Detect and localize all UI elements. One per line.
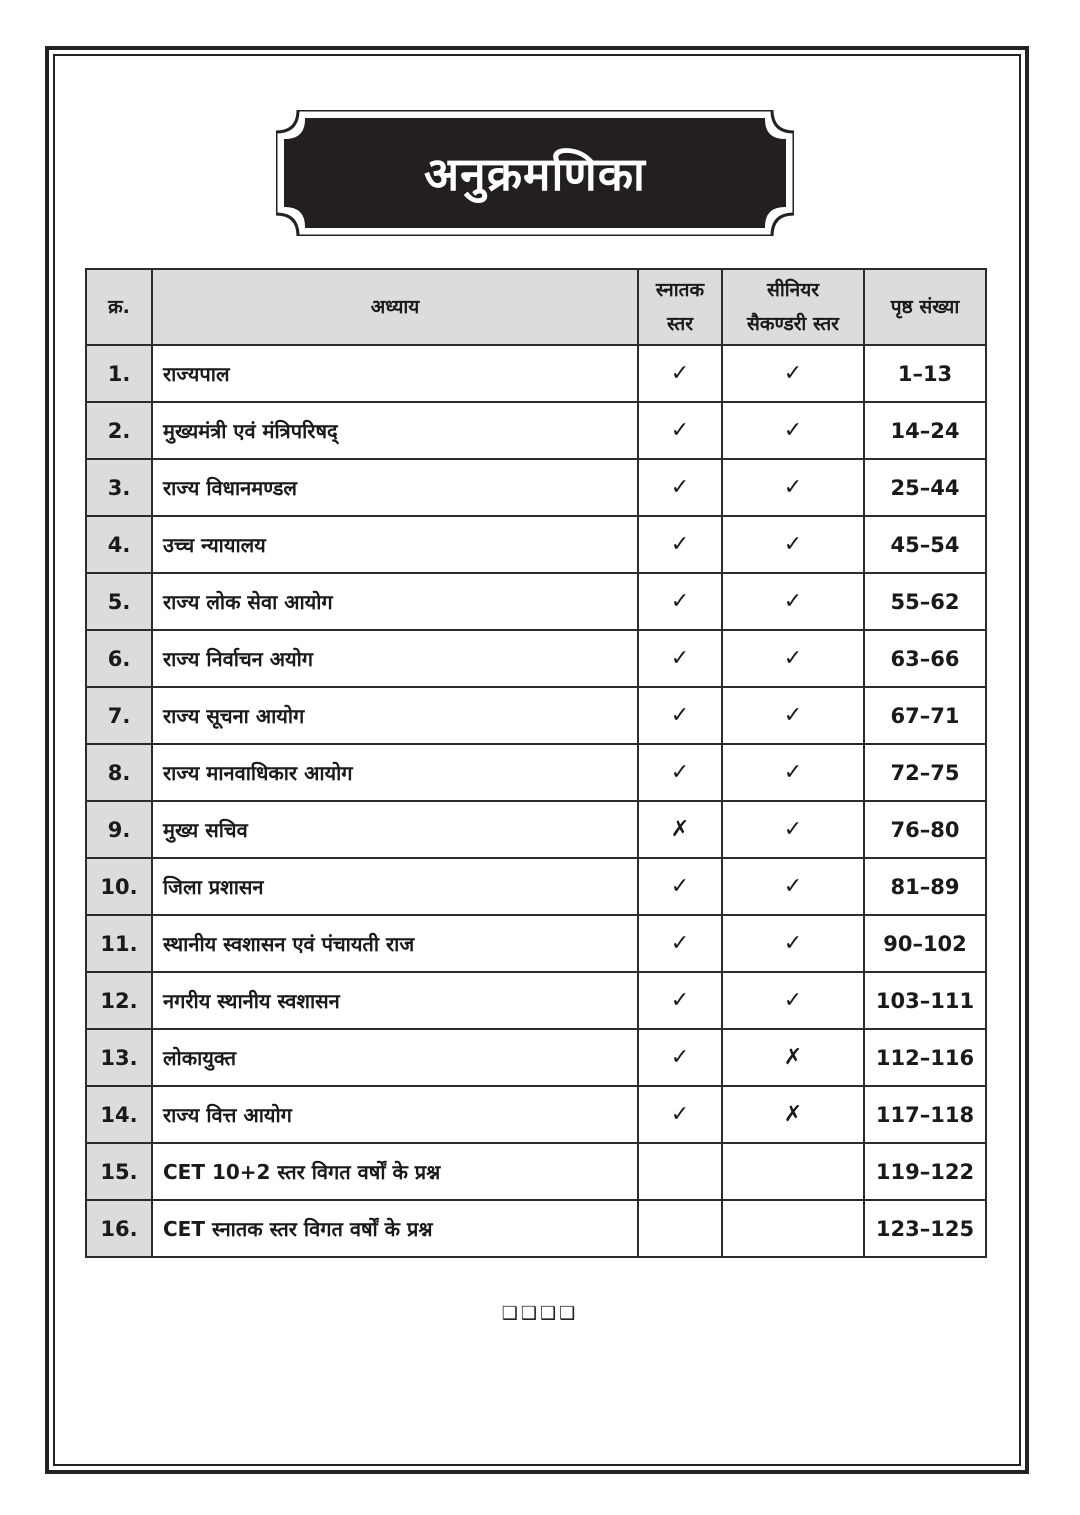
chapter-title: CET स्नातक स्तर विगत वर्षों के प्रश्न — [152, 1200, 638, 1257]
page-range: 55–62 — [864, 573, 986, 630]
header-graduate-line1: स्नातक — [655, 279, 705, 301]
row-number: 8. — [86, 744, 152, 801]
row-number: 10. — [86, 858, 152, 915]
row-number: 11. — [86, 915, 152, 972]
graduate-mark: ✓ — [638, 573, 722, 630]
page-range: 90–102 — [864, 915, 986, 972]
page-range: 1–13 — [864, 345, 986, 402]
table-row — [86, 1029, 986, 1086]
table-row — [86, 573, 986, 630]
graduate-mark: ✓ — [638, 1086, 722, 1143]
page-range: 103–111 — [864, 972, 986, 1029]
row-number: 12. — [86, 972, 152, 1029]
senior-mark: ✓ — [722, 972, 864, 1029]
row-number: 4. — [86, 516, 152, 573]
table-row — [86, 345, 986, 402]
page-range: 123–125 — [864, 1200, 986, 1257]
chapter-title: राज्यपाल — [152, 345, 638, 402]
row-number: 14. — [86, 1086, 152, 1143]
senior-mark: ✓ — [722, 801, 864, 858]
chapter-title: नगरीय स्थानीय स्वशासन — [152, 972, 638, 1029]
table-row — [86, 1200, 986, 1257]
table-row — [86, 858, 986, 915]
senior-mark: ✓ — [722, 744, 864, 801]
table-row — [86, 915, 986, 972]
page-range: 67–71 — [864, 687, 986, 744]
graduate-mark: ✓ — [638, 972, 722, 1029]
chapter-title: CET 10+2 स्तर विगत वर्षों के प्रश्न — [152, 1143, 638, 1200]
chapter-title: उच्च न्यायालय — [152, 516, 638, 573]
table-row — [86, 1086, 986, 1143]
table-row — [86, 1143, 986, 1200]
row-number: 6. — [86, 630, 152, 687]
table-row — [86, 630, 986, 687]
row-number: 9. — [86, 801, 152, 858]
header-senior-line2: सैकण्डरी स्तर — [747, 313, 839, 335]
chapter-title: जिला प्रशासन — [152, 858, 638, 915]
senior-mark — [722, 1143, 864, 1200]
graduate-mark: ✓ — [638, 345, 722, 402]
row-number: 1. — [86, 345, 152, 402]
graduate-mark: ✓ — [638, 630, 722, 687]
graduate-mark: ✓ — [638, 402, 722, 459]
chapter-title: राज्य निर्वाचन अयोग — [152, 630, 638, 687]
page-title: अनुक्रमणिका — [424, 147, 646, 201]
table-row — [86, 459, 986, 516]
graduate-mark — [638, 1143, 722, 1200]
chapter-title: मुख्य सचिव — [152, 801, 638, 858]
senior-mark: ✓ — [722, 858, 864, 915]
senior-mark: ✓ — [722, 345, 864, 402]
graduate-mark: ✓ — [638, 687, 722, 744]
header-page-numbers: पृष्ठ संख्या — [864, 269, 986, 345]
graduate-mark: ✓ — [638, 1029, 722, 1086]
header-senior-secondary-level — [722, 269, 864, 345]
senior-mark: ✓ — [722, 573, 864, 630]
table-row — [86, 744, 986, 801]
senior-mark: ✓ — [722, 459, 864, 516]
senior-mark: ✗ — [722, 1029, 864, 1086]
chapter-title: स्थानीय स्वशासन एवं पंचायती राज — [152, 915, 638, 972]
chapter-title: राज्य सूचना आयोग — [152, 687, 638, 744]
chapter-title: लोकायुक्त — [152, 1029, 638, 1086]
senior-mark: ✓ — [722, 630, 864, 687]
graduate-mark: ✓ — [638, 459, 722, 516]
row-number: 16. — [86, 1200, 152, 1257]
senior-mark — [722, 1200, 864, 1257]
table-row — [86, 801, 986, 858]
page-range: 14–24 — [864, 402, 986, 459]
senior-mark: ✓ — [722, 516, 864, 573]
table-row — [86, 402, 986, 459]
table-of-contents — [85, 268, 987, 1258]
header-chapter: अध्याय — [152, 269, 638, 345]
chapter-title: राज्य मानवाधिकार आयोग — [152, 744, 638, 801]
page-range: 63–66 — [864, 630, 986, 687]
graduate-mark: ✗ — [638, 801, 722, 858]
senior-mark: ✓ — [722, 915, 864, 972]
page-range: 72–75 — [864, 744, 986, 801]
row-number: 5. — [86, 573, 152, 630]
senior-mark: ✗ — [722, 1086, 864, 1143]
header-senior-line1: सीनियर — [766, 279, 820, 301]
page-range: 81–89 — [864, 858, 986, 915]
row-number: 3. — [86, 459, 152, 516]
chapter-title: राज्य लोक सेवा आयोग — [152, 573, 638, 630]
page-range: 119–122 — [864, 1143, 986, 1200]
header-graduate-level — [638, 269, 722, 345]
page-range: 76–80 — [864, 801, 986, 858]
graduate-mark: ✓ — [638, 516, 722, 573]
row-number: 7. — [86, 687, 152, 744]
senior-mark: ✓ — [722, 402, 864, 459]
chapter-title: राज्य वित्त आयोग — [152, 1086, 638, 1143]
row-number: 15. — [86, 1143, 152, 1200]
table-row — [86, 687, 986, 744]
page-range: 25–44 — [864, 459, 986, 516]
chapter-title: मुख्यमंत्री एवं मंत्रिपरिषद् — [152, 402, 638, 459]
graduate-mark — [638, 1200, 722, 1257]
row-number: 13. — [86, 1029, 152, 1086]
graduate-mark: ✓ — [638, 744, 722, 801]
table-row — [86, 972, 986, 1029]
table-row — [86, 516, 986, 573]
page-range: 117–118 — [864, 1086, 986, 1143]
senior-mark: ✓ — [722, 687, 864, 744]
row-number: 2. — [86, 402, 152, 459]
graduate-mark: ✓ — [638, 858, 722, 915]
page-range: 112–116 — [864, 1029, 986, 1086]
header-graduate-line2: स्तर — [667, 313, 693, 335]
title-plaque — [276, 110, 794, 236]
table-header-row — [86, 269, 986, 345]
chapter-title: राज्य विधानमण्डल — [152, 459, 638, 516]
footer-ornament: ❑❑❑❑ — [501, 1303, 579, 1324]
header-serial-number: क्र. — [86, 269, 152, 345]
page-range: 45–54 — [864, 516, 986, 573]
graduate-mark: ✓ — [638, 915, 722, 972]
